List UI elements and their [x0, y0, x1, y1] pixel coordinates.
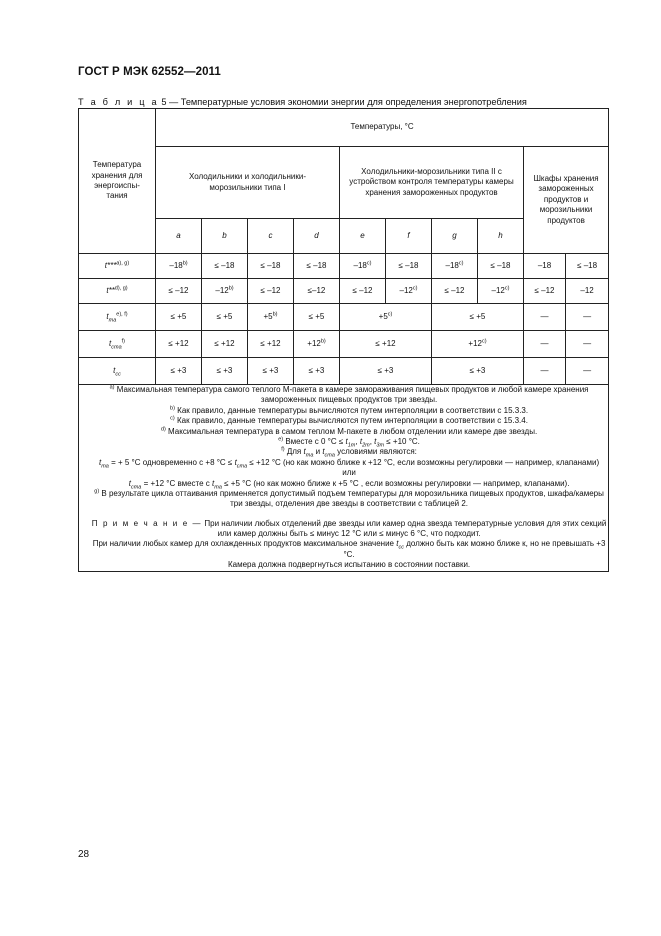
table-cell: $+12^{b)}$ [294, 331, 340, 358]
col-e: e [340, 219, 386, 254]
table-cell: ≤ +5 [432, 304, 524, 331]
col-d: d [294, 219, 340, 254]
table-cell: ≤ –12 [524, 279, 566, 304]
table-cell: ≤ +5 [156, 304, 202, 331]
footnote-b: $^{b)}$ Как правило, данные температуры вычисляются путем интерполяции в соответствии с 15.3.3. [170, 405, 529, 415]
table-row [79, 254, 609, 279]
table-cell: ≤ –18 [294, 254, 340, 279]
row-label-tma: $t_{ma}^{e), f)}$ [79, 304, 156, 331]
table-cell: ≤ –18 [386, 254, 432, 279]
table-cell: — [524, 358, 566, 385]
table-row [79, 331, 609, 358]
row-label-tcc: $t_{cc}$ [79, 358, 156, 385]
table-cell: ≤ +12 [156, 331, 202, 358]
table-cell: ≤ +5 [202, 304, 248, 331]
table-cell: ≤ +12 [202, 331, 248, 358]
table-cell: –18 [524, 254, 566, 279]
group-type-2-header: Холодильники-морозильники типа II с устройством контроля температуры камеры хранения замороженных продуктов [340, 147, 524, 219]
corner-header: Температура хранения для энергоиспы- тания [79, 109, 156, 254]
table-cell: — [566, 304, 609, 331]
table-cell: ≤ –12 [248, 279, 294, 304]
table-cell: ≤ +3 [432, 358, 524, 385]
row-label-t2: t**$^{d), g)}$ [79, 279, 156, 304]
table-footnotes [79, 385, 609, 572]
table-cell: –12$^{c)}$ [386, 279, 432, 304]
footnote-f-or: или [342, 468, 356, 478]
table-cell: ≤ –18 [478, 254, 524, 279]
table-cell: –18$^{b)}$ [156, 254, 202, 279]
page-number: 28 [78, 849, 90, 860]
table-cell: ≤ +3 [294, 358, 340, 385]
col-c: c [248, 219, 294, 254]
document-header: ГОСТ Р МЭК 62552—2011 [78, 66, 221, 78]
table-cell: ≤ –18 [566, 254, 609, 279]
group-type-1-header: Холодильники и холодильники-морозильники типа I [156, 147, 340, 219]
table-cell: $+12^{c)}$ [432, 331, 524, 358]
temperature-table [78, 108, 609, 572]
table-cell: — [524, 331, 566, 358]
table-cell: — [566, 331, 609, 358]
table-cell: ≤ +3 [202, 358, 248, 385]
table-cell: –12 [566, 279, 609, 304]
table-cell: ≤–12 [294, 279, 340, 304]
temperatures-header: Температуры, °C [156, 109, 609, 147]
table-row [79, 279, 609, 304]
remark-3: Камера должна подвергнуться испытанию в состоянии поставки. [227, 560, 471, 570]
row-label-tcma: $t_{cma}^{f)}$ [79, 331, 156, 358]
table-row [79, 358, 609, 385]
table-cell: ≤ +5 [294, 304, 340, 331]
table-cell: –18$^{c)}$ [340, 254, 386, 279]
table-cell: ≤ +3 [248, 358, 294, 385]
footnote-d: $^{d)}$ Максимальная температура в самом теплом М-пакете в любом отделении или камере две звезды. [160, 425, 538, 436]
table-caption [78, 97, 527, 107]
caption-prefix: Т а б л и ц а [78, 97, 159, 107]
table-cell: ≤ +3 [340, 358, 432, 385]
caption-text: 5 — Температурные условия экономии энергии для определения энергопотребления [161, 97, 527, 107]
footnote-a: $^{a)}$ Максимальная температура самого теплого М-пакета в камере замораживания пищевых продуктов и любой камере хранения замороженных пищевых продуктов три звезды. [109, 384, 589, 405]
col-h: h [478, 219, 524, 254]
group-freezers-header: Шкафы хранения замороженных продуктов и морозильники продуктов [524, 147, 609, 254]
table-cell: — [566, 358, 609, 385]
table-cell: $+5^{b)}$ [248, 304, 294, 331]
table-cell: ≤ +3 [156, 358, 202, 385]
table-cell: $+5^{c)}$ [340, 304, 432, 331]
remark-1: П р и м е ч а н и е — При наличии любых отделений две звезды или камер одна звезда температурные условия для этих секций или камер должны быть ≤ минус 12 °C или ≤ минус 6 °C, что подходит. [91, 518, 607, 539]
footnote-f-line1: $t_{ma}$ = + 5 °C одновременно с +8 $^\circ C \le t_{cma} \le +12$ °C (но как можно ближе к +12 °C, если возможны регулировки — например, клапанами) [98, 457, 600, 470]
table-cell: –12$^{b)}$ [202, 279, 248, 304]
remark-2: При наличии любых камер для охлажденных продуктов максимальное значение $t_{cc}$ должно быть как можно ближе к, но не превышать +3 °C. [92, 539, 606, 559]
table-cell: ≤ +12 [340, 331, 432, 358]
table-row [79, 304, 609, 331]
table-cell: ≤ –12 [340, 279, 386, 304]
footnote-g: $^{g)}$ В результате цикла оттаивания применяется допустимый подъем температуры для морозильника пищевых продуктов, шкафа/камеры три звезды, отделения две звезды в соответствии с таблицей 2. [94, 488, 604, 509]
footnote-e: $^{e)}$ Вместе с 0 $^\circ C \le t_{1m}$, $t_{2m}$, $t_{3m} \le +10$ °C. [278, 436, 420, 449]
table-cell: ≤ –18 [248, 254, 294, 279]
table-cell: –12$^{c)}$ [478, 279, 524, 304]
row-label-t3: t***$^{a), g)}$ [79, 254, 156, 279]
col-b: b [202, 219, 248, 254]
table-cell: ≤ –18 [202, 254, 248, 279]
footnote-c: $^{c)}$ Как правило, данные температуры вычисляются путем интерполяции в соответствии с 15.3.4. [170, 415, 528, 426]
col-a: a [156, 219, 202, 254]
table-cell: ≤ –12 [432, 279, 478, 304]
table-cell: –18$^{c)}$ [432, 254, 478, 279]
table-cell: ≤ +12 [248, 331, 294, 358]
footnote-f: $^{f)}$ Для $t_{ma}$ и $t_{cma}$ условиями являются: [281, 446, 417, 459]
col-f: f [386, 219, 432, 254]
table-cell: ≤ –12 [156, 279, 202, 304]
col-g: g [432, 219, 478, 254]
footnote-f-line2: $t_{cma} = +12$ °C вместе с $t_{ma} \le +5$ °C (но как можно ближе к +5 °C , если возможны регулировки — например, клапанами). [128, 478, 570, 491]
table-cell: — [524, 304, 566, 331]
